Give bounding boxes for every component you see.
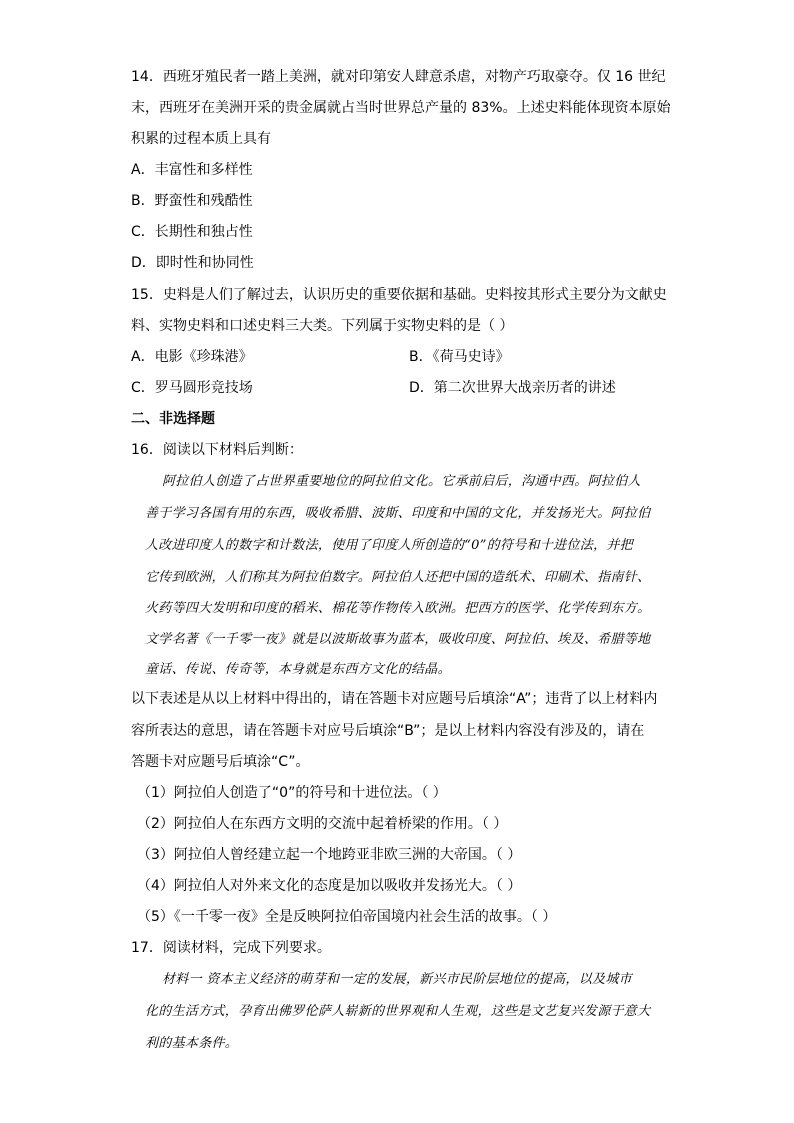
q16-material-line-6: 文学名著《一千零一夜》就是以波斯故事为蓝本，吸收印度、阿拉伯、埃及、希腊等地 — [145, 632, 651, 647]
q16-material-line-1: 阿拉伯人创造了占世界重要地位的阿拉伯文化。它承前启后，沟通中西。阿拉伯人 — [162, 474, 641, 489]
q16-material-line-3: 人改进印度人的数字和计数法，使用了印度人所创造的“0”的符号和十进位法，并把 — [145, 538, 633, 553]
q16-material-line-2: 善于学习各国有用的东西，吸收希腊、波斯、印度和中国的文化，并发扬光大。阿拉伯 — [145, 506, 651, 521]
q16-item-5: （5）《一千零一夜》全是反映阿拉伯帝国境内社会生活的故事。（ ） — [137, 909, 557, 925]
q15-option-c: C．罗马圆形竞技场 — [131, 380, 253, 396]
q16-material-line-5: 火药等四大发明和印度的稻米、棉花等作物传入欧洲。把西方的医学、化学传到东方。 — [145, 601, 651, 616]
q16-instruction-line-3: 答题卡对应题号后填涂“C”。 — [131, 754, 310, 770]
q17-material-line-1: 材料一 资本主义经济的萌芽和一定的发展，新兴市民阶层地位的提高，以及城市 — [162, 972, 632, 987]
q14-option-c: C．长期性和独占性 — [131, 224, 253, 240]
q14-option-a: A．丰富性和多样性 — [131, 162, 253, 178]
q16-item-1: （1）阿拉伯人创造了“0”的符号和十进位法。（ ） — [137, 785, 447, 801]
q15-stem-line-2: 料、实物史料和口述史料三大类。下列属于实物史料的是（ ） — [131, 318, 514, 334]
q14-stem-line-2: 末，西班牙在美洲开采的贵金属就占当时世界总产量的 83%。上述史料能体现资本原始 — [131, 100, 671, 116]
q14-stem-line-1: 14．西班牙殖民者一踏上美洲，就对印第安人肆意杀虐，对物产巧取豪夺。仅 16 世纪 — [131, 69, 666, 85]
q14-stem-line-3: 积累的过程本质上具有 — [131, 131, 271, 147]
q15-option-d: D．第二次世界大战亲历者的讲述 — [409, 380, 616, 396]
q16-stem: 16．阅读以下材料后判断： — [131, 442, 303, 458]
q16-instruction-line-2: 容所表达的意思，请在答题卡对应号后填涂“B”；是以上材料内容没有涉及的，请在 — [131, 723, 645, 739]
q16-item-2: （2）阿拉伯人在东西方文明的交流中起着桥梁的作用。（ ） — [137, 816, 508, 832]
q17-material-line-2: 化的生活方式，孕育出佛罗伦萨人崭新的世界观和人生观，这些是文艺复兴发源于意大 — [145, 1004, 651, 1019]
q16-material-line-4: 它传到欧洲，人们称其为阿拉伯数字。阿拉伯人还把中国的造纸术、印刷术、指南针、 — [145, 570, 651, 585]
q16-instruction-line-1: 以下表述是从以上材料中得出的，请在答题卡对应题号后填涂“A”；违背了以上材料内 — [131, 691, 658, 707]
q14-option-d: D．即时性和协同性 — [131, 255, 254, 271]
q16-item-3: （3）阿拉伯人曾经建立起一个地跨亚非欧三洲的大帝国。（ ） — [137, 847, 522, 863]
q14-option-b: B．野蛮性和残酷性 — [131, 193, 253, 209]
q17-stem: 17．阅读材料，完成下列要求。 — [131, 940, 331, 956]
q15-stem-line-1: 15．史料是人们了解过去，认识历史的重要依据和基础。史料按其形式主要分为文献史 — [131, 287, 667, 303]
q15-option-a: A．电影《珍珠港》 — [131, 349, 253, 365]
q16-item-4: （4）阿拉伯人对外来文化的态度是加以吸收并发扬光大。（ ） — [137, 878, 522, 894]
q17-material-line-3: 利的基本条件。 — [145, 1036, 239, 1051]
q16-material-line-7: 童话、传说、传奇等，本身就是东西方文化的结晶。 — [145, 662, 451, 677]
section-heading: 二、非选择题 — [131, 411, 215, 427]
q15-option-b: B．《荷马史诗》 — [409, 349, 510, 365]
